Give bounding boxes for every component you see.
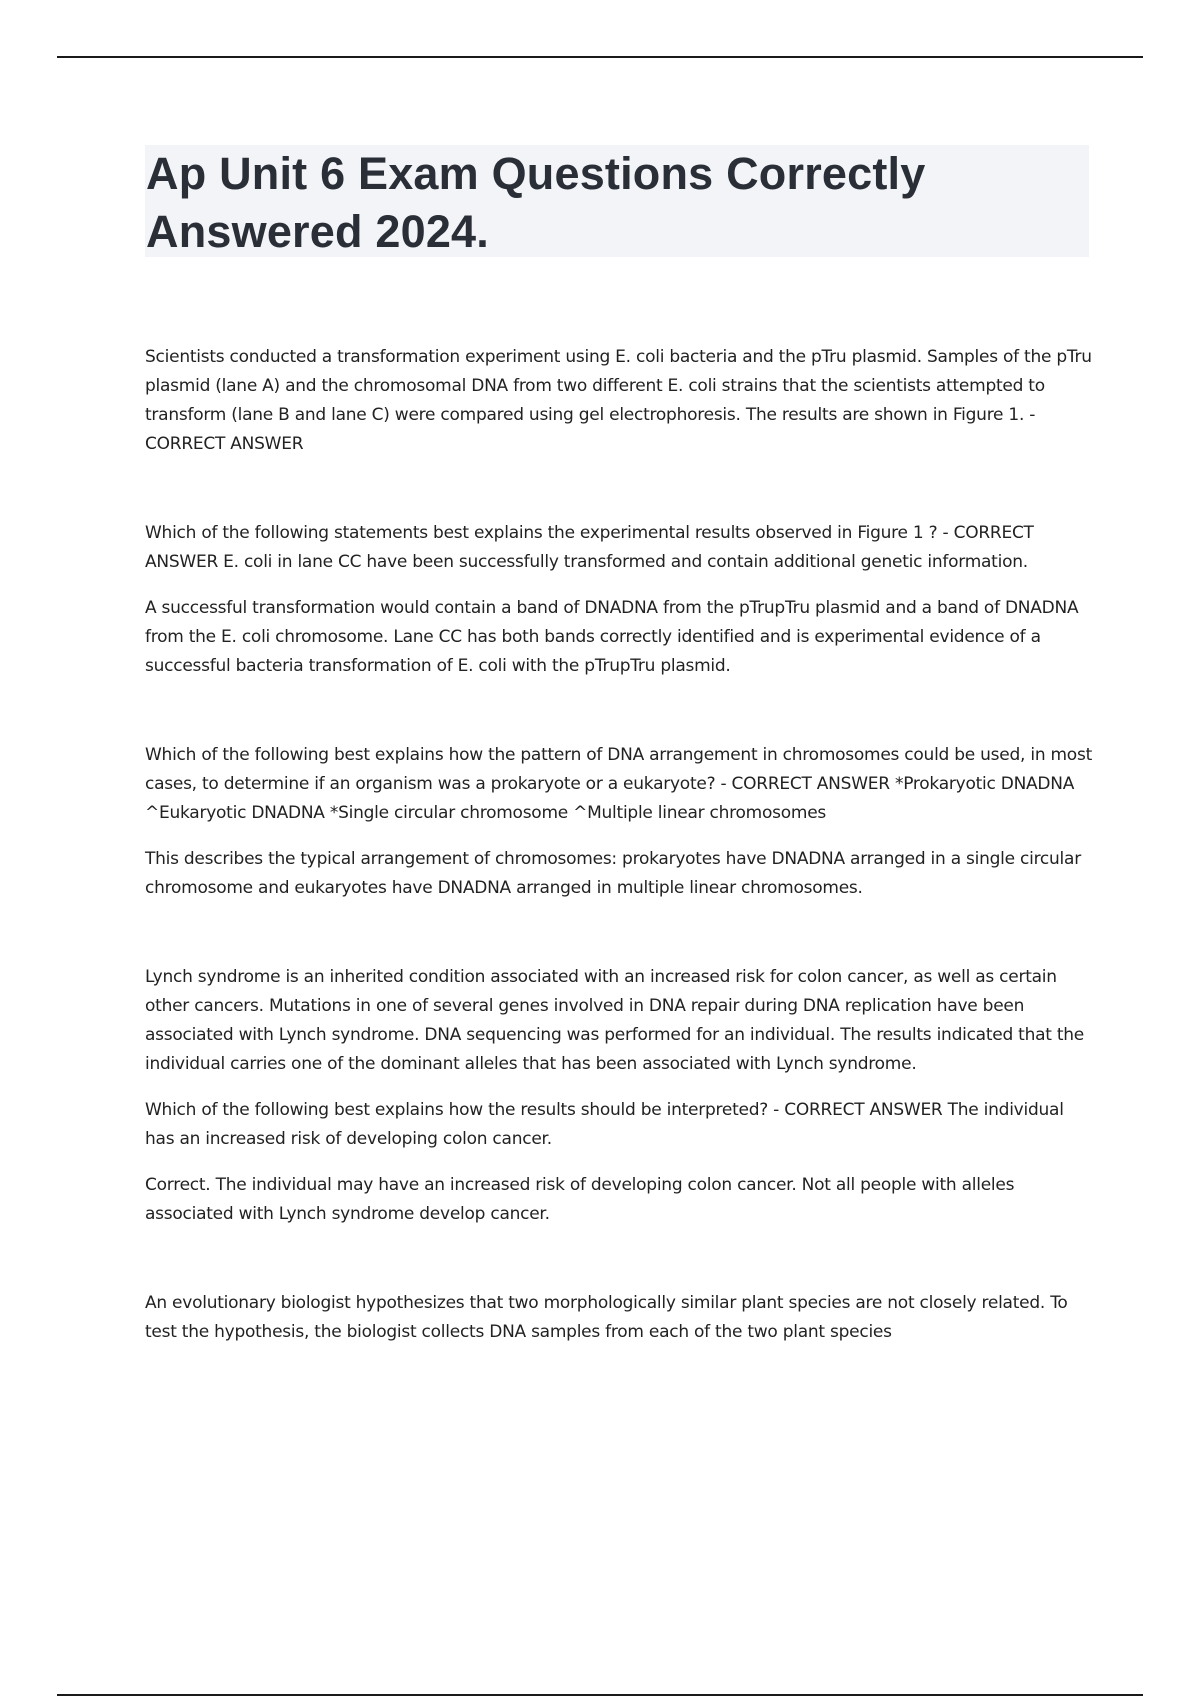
paragraph-evolution-intro: An evolutionary biologist hypothesizes that two morphologically similar plant species are not closely related. To test the hypothesis, the biologist collects DNA samples from each of the two plant species bbox=[145, 1293, 1068, 1342]
header-rule bbox=[57, 56, 1143, 58]
footer-rule bbox=[57, 1694, 1143, 1696]
paragraph-lynch-explanation: Correct. The individual may have an increased risk of developing colon cancer. Not all people with alleles associated with Lynch syndrome develop cancer. bbox=[145, 1175, 1015, 1224]
document-title: Ap Unit 6 Exam Questions Correctly Answered 2024. bbox=[146, 148, 926, 257]
paragraph-lynch-question: Which of the following best explains how the results should be interpreted? - CORRECT ANSWER The individual has an increased risk of developing colon cancer. bbox=[145, 1100, 1064, 1149]
paragraph-figure1-explanation: A successful transformation would contain a band of DNADNA from the pTrupTru plasmid and a band of DNADNA from the E. coli chromosome. Lane CC has both bands correctly identified and is experimental evidence of a successful bacteria transformation of E. coli with the pTrupTru plasmid. bbox=[145, 598, 1079, 676]
document-body bbox=[145, 343, 1095, 1347]
title-banner bbox=[145, 145, 1089, 257]
paragraph-dna-arrangement-explanation: This describes the typical arrangement of chromosomes: prokaryotes have DNADNA arranged in a single circular chromosome and eukaryotes have DNADNA arranged in multiple linear chromosomes. bbox=[145, 849, 1081, 898]
paragraph-transformation-intro: Scientists conducted a transformation experiment using E. coli bacteria and the pTru plasmid. Samples of the pTru plasmid (lane A) and the chromosomal DNA from two different E. coli strains that the scientists attempted to transform (lane B and lane C) were compared using gel electrophoresis. The results are shown in Figure 1. - CORRECT ANSWER bbox=[145, 347, 1092, 454]
paragraph-figure1-question: Which of the following statements best explains the experimental results observed in Figure 1 ? - CORRECT ANSWER E. coli in lane CC have been successfully transformed and contain additional genetic information. bbox=[145, 523, 1034, 572]
paragraph-lynch-intro: Lynch syndrome is an inherited condition associated with an increased risk for colon cancer, as well as certain other cancers. Mutations in one of several genes involved in DNA repair during DNA replication have been associated with Lynch syndrome. DNA sequencing was performed for an individual. The results indicated that the individual carries one of the dominant alleles that has been associated with Lynch syndrome. bbox=[145, 967, 1084, 1074]
paragraph-dna-arrangement-question: Which of the following best explains how the pattern of DNA arrangement in chromosomes could be used, in most cases, to determine if an organism was a prokaryote or a eukaryote? - CORRECT ANSWER *Prokaryotic DNADNA ^Eukaryotic DNADNA *Single circular chromosome ^Multiple linear chromosomes bbox=[145, 745, 1092, 823]
